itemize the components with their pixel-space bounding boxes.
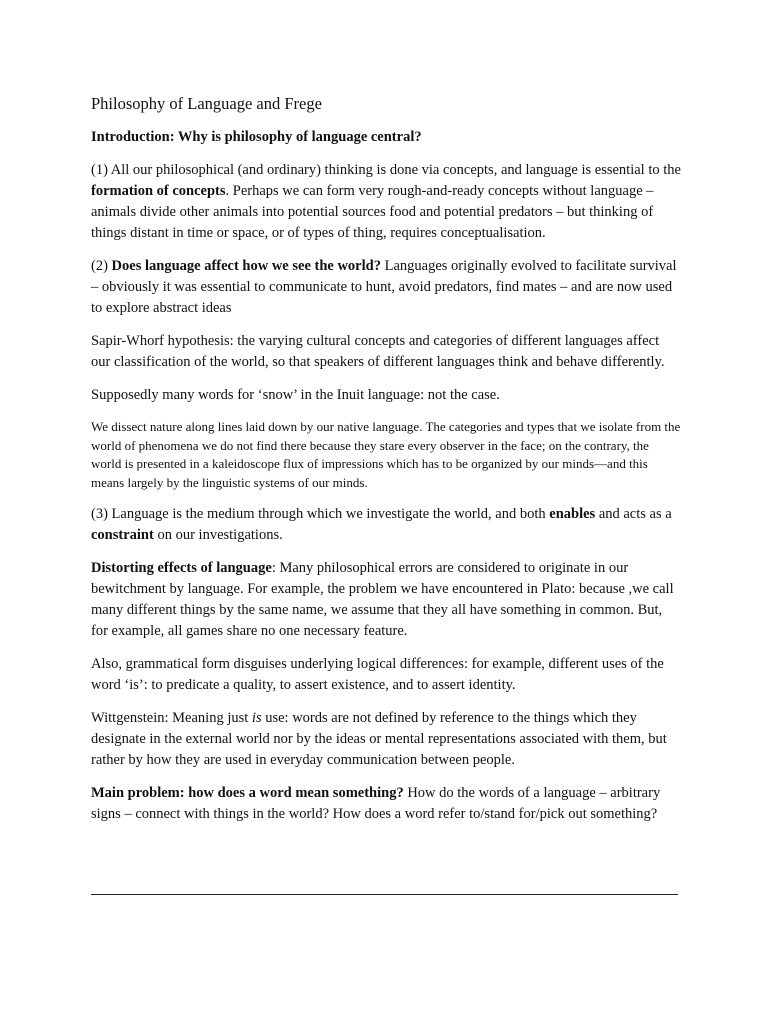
- paragraph-text: : Many philosophical errors are considered to originate in our bewitchment by language. For example, the problem we have encountered in Plato: because ,we call many different things by the same name, we assume that they all have something in common. But, for example, all games share no one necessary feature.: [91, 560, 674, 639]
- paragraph-text: and acts as a: [595, 506, 672, 522]
- document-title: Philosophy of Language and Frege: [91, 94, 322, 113]
- paragraph-text: How do the words of a language – arbitrary signs – connect with things in the world? How does a word refer to/stand for/pick out something?: [91, 785, 661, 822]
- paragraph-text: (1) All our philosophical (and ordinary) thinking is done via concepts, and language is essential to the: [91, 162, 681, 178]
- emphasis-distorting-effects: Distorting effects of language: [91, 560, 272, 576]
- paragraph-text: use: words are not defined by reference to the things which they designate in the external world nor by the ideas or mental representations associated with them, but rather by how they are used in everyday communication between people.: [91, 710, 667, 768]
- paragraph-language-world: [91, 256, 681, 319]
- emphasis-constraint: constraint: [91, 527, 154, 543]
- paragraph-main-problem: [91, 783, 681, 825]
- emphasis-is: is: [251, 710, 262, 726]
- document-page: [91, 93, 681, 837]
- paragraph-snow: Supposedly many words for ‘snow’ in the Inuit language: not the case.: [91, 387, 500, 403]
- paragraph-medium: [91, 504, 681, 546]
- paragraph-text: Languages originally evolved to facilitate survival – obviously it was essential to communicate to hunt, avoid predators, find mates – and are now used to explore abstract ideas: [91, 258, 677, 316]
- paragraph-text: (2): [91, 258, 112, 274]
- paragraph-text: on our investigations.: [153, 527, 283, 543]
- paragraph-text: Wittgenstein: Meaning just: [91, 710, 252, 726]
- paragraph-concepts: [91, 160, 681, 244]
- paragraph-distorting-effects: [91, 558, 681, 642]
- block-quote: We dissect nature along lines laid down by our native language. The categories and types that we isolate from the world of phenomena we do not find there because they stare every observer in the face; on the contrary, the world is presented in a kaleidoscope flux of impressions which has to be organized by our minds—and this means largely by the linguistic systems of our minds.: [91, 419, 681, 490]
- paragraph-grammatical-form: Also, grammatical form disguises underlying logical differences: for example, different uses of the word ‘is’: to predicate a quality, to assert existence, and to assert identity.: [91, 656, 664, 693]
- emphasis-enables: enables: [549, 506, 596, 522]
- paragraph-wittgenstein: [91, 708, 681, 771]
- emphasis-question: Does language affect how we see the world?: [111, 258, 381, 274]
- paragraph-sapir-whorf: Sapir-Whorf hypothesis: the varying cultural concepts and categories of different languages affect our classification of the world, so that speakers of different languages think and behave differently.: [91, 333, 665, 370]
- emphasis-formation-of-concepts: formation of concepts: [91, 183, 226, 199]
- emphasis-main-problem: Main problem: how does a word mean something?: [91, 785, 404, 801]
- intro-heading: Introduction: Why is philosophy of language central?: [91, 129, 422, 145]
- horizontal-divider: [91, 894, 678, 895]
- paragraph-text: . Perhaps we can form very rough-and-ready concepts without language – animals divide other animals into potential sources food and potential predators – but thinking of things distant in time or space, or of types of thing, requires conceptualisation.: [91, 183, 654, 241]
- paragraph-text: (3) Language is the medium through which we investigate the world, and both: [91, 506, 550, 522]
